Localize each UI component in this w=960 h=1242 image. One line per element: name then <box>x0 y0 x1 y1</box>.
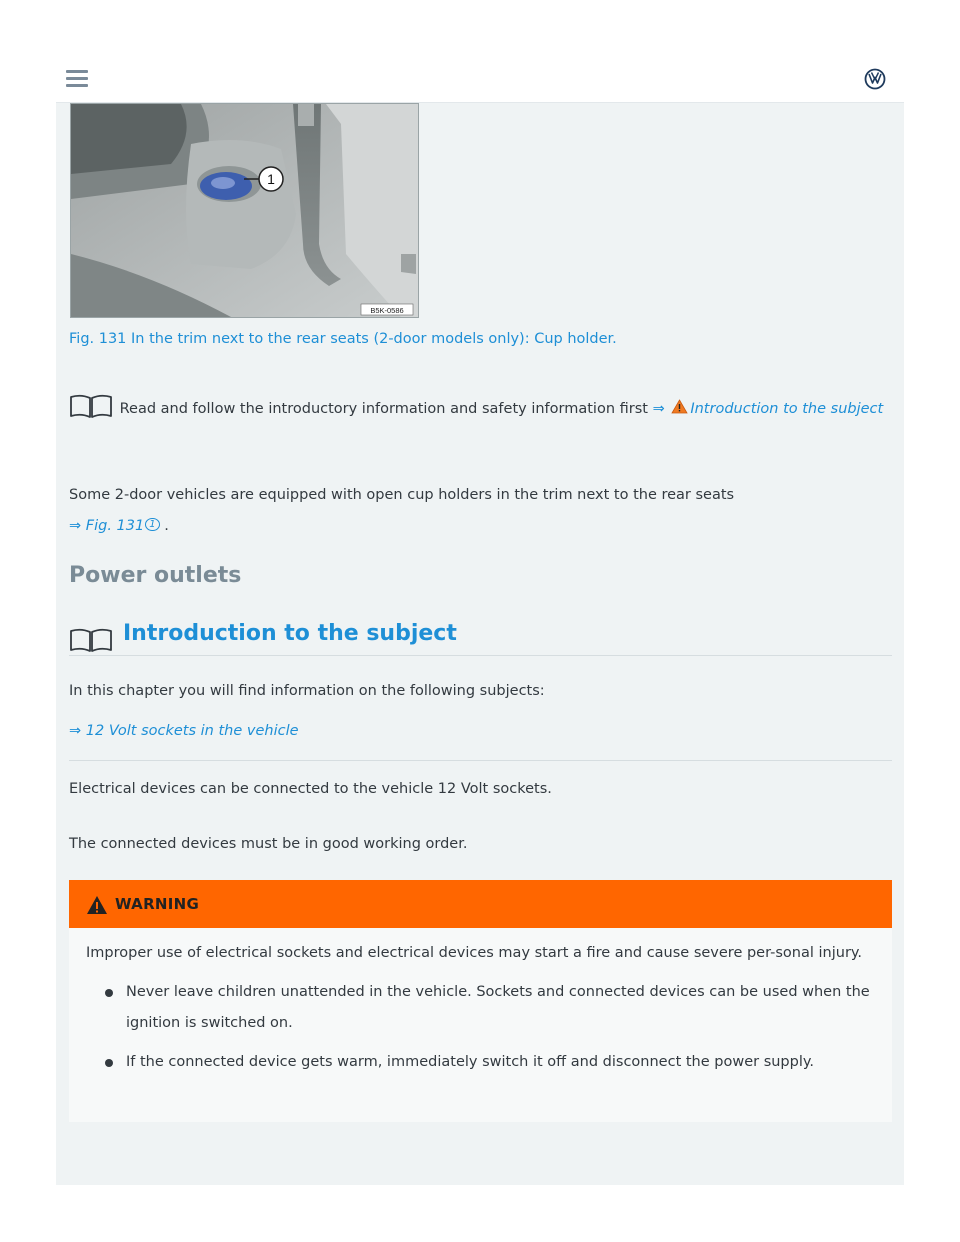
divider <box>69 760 892 761</box>
warning-text: Improper use of electrical sockets and electrical devices may start a fire and cause severe per-sonal injury. <box>86 945 863 961</box>
devices-paragraph: Electrical devices can be connected to the vehicle 12 Volt sockets. <box>69 781 552 797</box>
warning-header <box>69 880 892 928</box>
top-bar <box>56 56 904 103</box>
working-order-paragraph: The connected devices must be in good working order. <box>69 836 468 852</box>
info-text: Read and follow the introductory information and safety information first <box>119 401 648 417</box>
intro-link[interactable]: Introduction to the subject <box>690 401 884 417</box>
section-title: Power outlets <box>69 563 242 588</box>
info-arrow[interactable]: ⇒ <box>652 401 665 417</box>
figure-image-code: B5K-0586 <box>370 306 404 315</box>
book-icon <box>69 627 113 653</box>
bullet-dot <box>105 989 113 997</box>
cup-holder-figure <box>70 103 419 318</box>
vw-logo-icon[interactable] <box>864 68 886 90</box>
warning-label: WARNING <box>115 895 200 913</box>
figure-callout-number: 1 <box>267 171 275 187</box>
warning-triangle-icon <box>86 895 108 915</box>
book-icon <box>69 393 113 419</box>
intro-heading-text: Introduction to the subject <box>123 621 457 646</box>
intro-heading <box>69 621 892 656</box>
cup-holder-paragraph <box>69 480 889 541</box>
warning-bullet <box>86 1047 876 1078</box>
menu-icon[interactable] <box>66 70 88 88</box>
fig-ref-link[interactable]: ⇒ Fig. 131 $^1$ <box>69 518 160 534</box>
fig-ref-suffix: . <box>164 518 169 534</box>
chapter-link[interactable]: ⇒ 12 Volt sockets in the vehicle <box>69 723 299 739</box>
figure-caption: Fig. 131 In the trim next to the rear seats (2-door models only): Cup holder. <box>69 331 617 347</box>
warning-bullet-text: Never leave children unattended in the vehicle. Sockets and connected devices can be used when the ignition is switched on. <box>126 984 870 1031</box>
fig-ref-callout: 1 <box>145 518 159 531</box>
info-note <box>69 393 889 423</box>
bullet-dot <box>105 1059 113 1067</box>
chapter-intro: In this chapter you will find information on the following subjects: <box>69 683 545 699</box>
cup-holder-text: Some 2-door vehicles are equipped with open cup holders in the trim next to the rear seats <box>69 487 735 503</box>
warning-body <box>86 938 876 1078</box>
chapter-link-line <box>69 716 889 746</box>
warning-bullet <box>86 977 876 1039</box>
main-content <box>56 103 904 1185</box>
warning-box <box>69 880 892 1122</box>
warning-triangle-icon <box>671 399 688 414</box>
warning-bullet-text: If the connected device gets warm, immediately switch it off and disconnect the power supply. <box>126 1054 814 1070</box>
